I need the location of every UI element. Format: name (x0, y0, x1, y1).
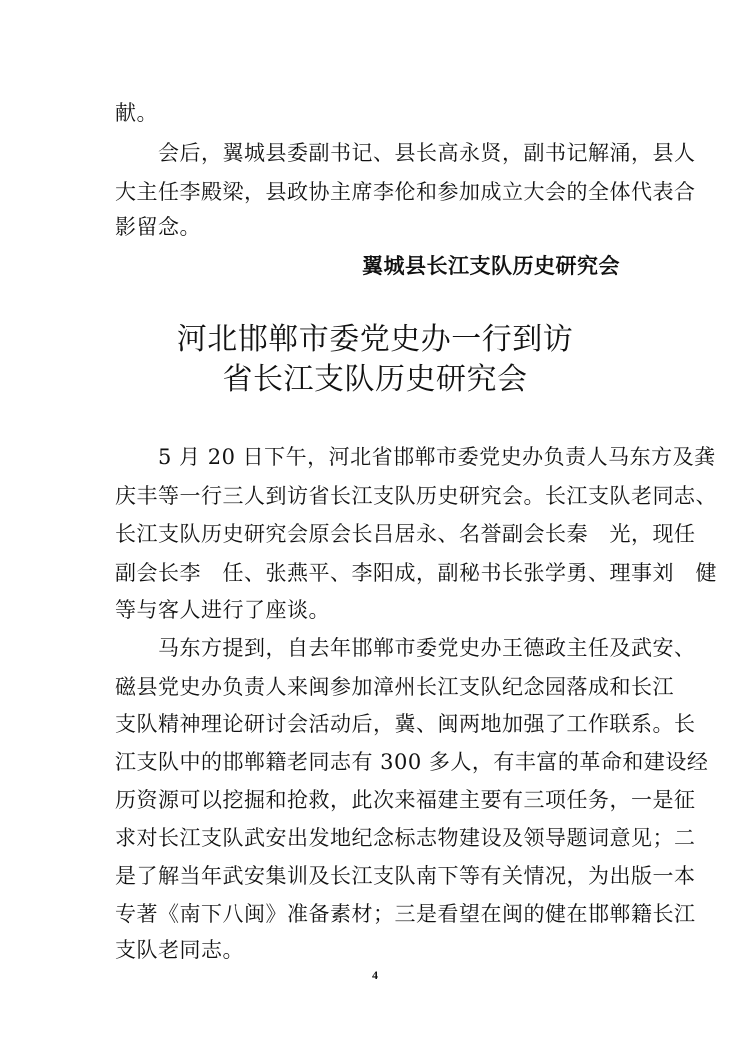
page-number: 4 (372, 968, 378, 982)
paragraph-2-line: 马东方提到，自去年邯郸市委党史办王德政主任及武安、 (115, 636, 696, 660)
paragraph-1-line: 庆丰等一行三人到访省长江支队历史研究会。长江支队老同志、 (115, 484, 717, 508)
paragraph-2-line: 历资源可以挖掘和抢救，此次来福建主要有三项任务，一是征 (115, 788, 696, 812)
body-line: 献。 (115, 101, 158, 125)
paragraph-2-line: 磁县党史办负责人来闽参加漳州长江支队纪念园落成和长江 (115, 675, 674, 699)
body-line: 大主任李殿梁，县政协主席李伦和参加成立大会的全体代表合 (115, 180, 696, 204)
article-title-line-1: 河北邯郸市委党史办一行到访 (176, 322, 574, 357)
paragraph-1-line: 副会长李 任、张燕平、李阳成，副秘书长张学勇、理事刘 健 (115, 561, 717, 585)
article-title-line-2: 省长江支队历史研究会 (222, 362, 528, 397)
paragraph-2-line: 支队老同志。 (115, 938, 244, 962)
paragraph-1-line: 等与客人进行了座谈。 (115, 598, 330, 622)
paragraph-2-line: 是了解当年武安集训及长江支队南下等有关情况，为出版一本 (115, 864, 696, 888)
paragraph-2-line: 支队精神理论研讨会活动后，冀、闽两地加强了工作联系。长 (115, 712, 696, 736)
paragraph-1-line: 长江支队历史研究会原会长吕居永、名誉副会长秦 光，现任 (115, 522, 696, 546)
body-line: 会后，翼城县委副书记、县长高永贤，副书记解涌，县人 (115, 141, 696, 165)
body-line: 影留念。 (115, 215, 201, 239)
paragraph-2-line: 江支队中的邯郸籍老同志有 300 多人，有丰富的革命和建设经 (115, 750, 709, 774)
paragraph-2-line: 求对长江支队武安出发地纪念标志物建设及领导题词意见；二 (115, 826, 696, 850)
paragraph-2-line: 专著《南下八闽》准备素材；三是看望在闽的健在邯郸籍长江 (115, 902, 696, 926)
signature: 翼城县长江支队历史研究会 (362, 254, 620, 278)
paragraph-1-line: 5 月 20 日下午，河北省邯郸市委党史办负责人马东方及龚 (115, 445, 716, 469)
